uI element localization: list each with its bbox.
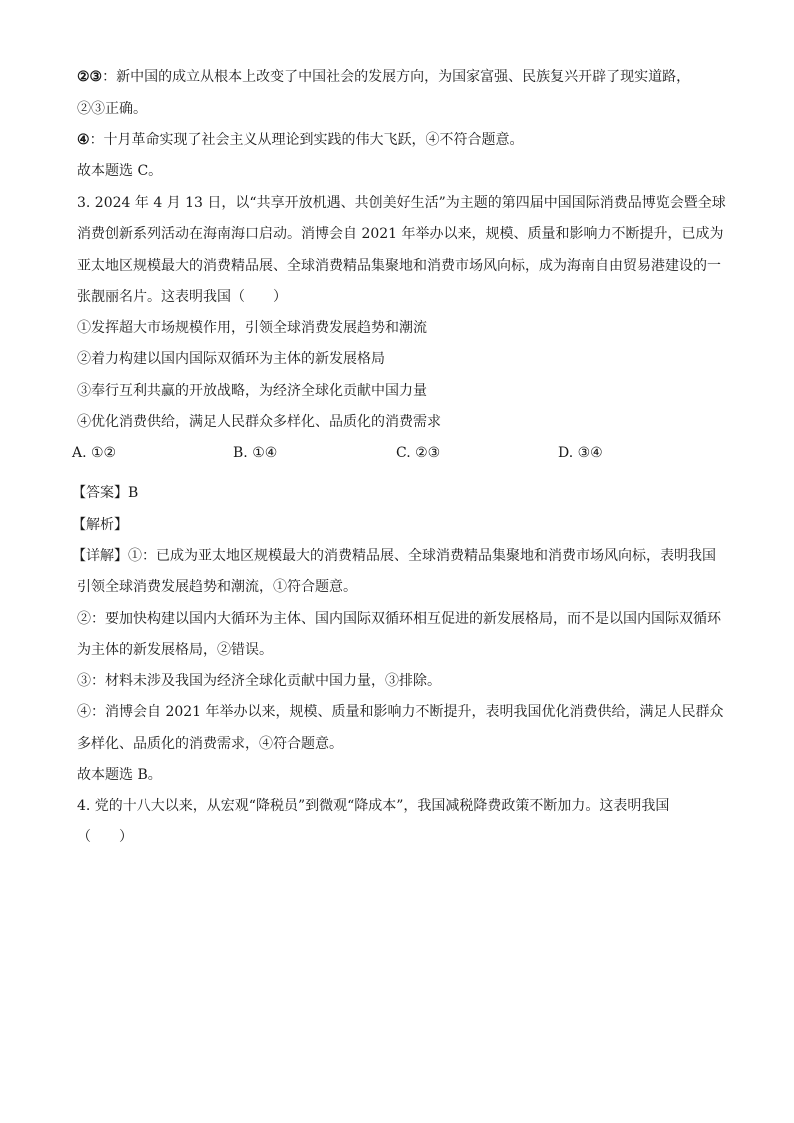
q3-answer: 【答案】B [72,485,139,501]
q3-detail-line-7: 多样化、品质化的消费需求，④符合题意。 [77,736,343,752]
q3-analysis-label: 【解析】 [72,517,128,533]
q4-stem-line-2: （ ） [77,829,133,845]
option-marker: ②③ [77,69,103,85]
q3-detail-line-5: ③：材料未涉及我国为经济全球化贡献中国力量，③排除。 [77,673,441,689]
prev-explanation-line-2: ②③正确。 [77,101,147,117]
q3-option-d: D. ③④ [558,445,603,461]
q3-detail-line-2: 引领全球消费发展趋势和潮流，①符合题意。 [77,579,357,595]
q3-option-a: A. ①② [72,445,117,461]
prev-conclusion: 故本题选 C。 [77,163,163,179]
prev-explanation-line-3: ④：十月革命实现了社会主义从理论到实践的伟大飞跃，④不符合题意。 [77,132,524,148]
option-marker: ④ [77,132,90,148]
q3-stem-line-3: 亚太地区规模最大的消费精品展、全球消费精品集聚地和消费市场风向标，成为海南自由贸易港建设的一 [77,258,721,274]
q3-statement-1: ①发挥超大市场规模作用，引领全球消费发展趋势和潮流 [77,320,427,336]
q3-conclusion: 故本题选 B。 [77,767,162,783]
q3-statement-2: ②着力构建以国内国际双循环为主体的新发展格局 [77,351,385,367]
q4-stem-line-1: 4. 党的十八大以来，从宏观“降税员”到微观“降成本”，我国减税降费政策不断加力。这表明我国 [77,798,670,814]
q3-statement-3: ③奉行互利共赢的开放战略，为经济全球化贡献中国力量 [77,383,427,399]
q3-detail-line-1: 【详解】①：已成为亚太地区规模最大的消费精品展、全球消费精品集聚地和消费市场风向标，表明我国 [72,548,716,564]
q3-detail-line-3: ②：要加快构建以国内大循环为主体、国内国际双循环相互促进的新发展格局，而不是以国内国际双循环 [77,611,721,627]
q3-stem-line-1: 3. 2024 年 4 月 13 日，以“共享开放机遇、共创美好生活”为主题的第四届中国国际消费品博览会暨全球 [77,195,726,211]
q3-detail-line-4: 为主体的新发展格局，②错误。 [77,642,273,658]
q3-statement-4: ④优化消费供给，满足人民群众多样化、品质化的消费需求 [77,414,441,430]
q3-detail-line-6: ④：消博会自 2021 年举办以来，规模、质量和影响力不断提升，表明我国优化消费供给，满足人民群众 [77,704,724,720]
q3-stem-line-4: 张靓丽名片。这表明我国（ ） [77,289,287,305]
prev-explanation-line-1: ②③：新中国的成立从根本上改变了中国社会的发展方向，为国家富强、民族复兴开辟了现实道路， [77,69,691,85]
q3-option-c: C. ②③ [396,445,441,461]
q3-option-b: B. ①④ [233,445,278,461]
q3-stem-line-2: 消费创新系列活动在海南海口启动。消博会自 2021 年举办以来，规模、质量和影响力不断提升，已成为 [77,226,724,242]
